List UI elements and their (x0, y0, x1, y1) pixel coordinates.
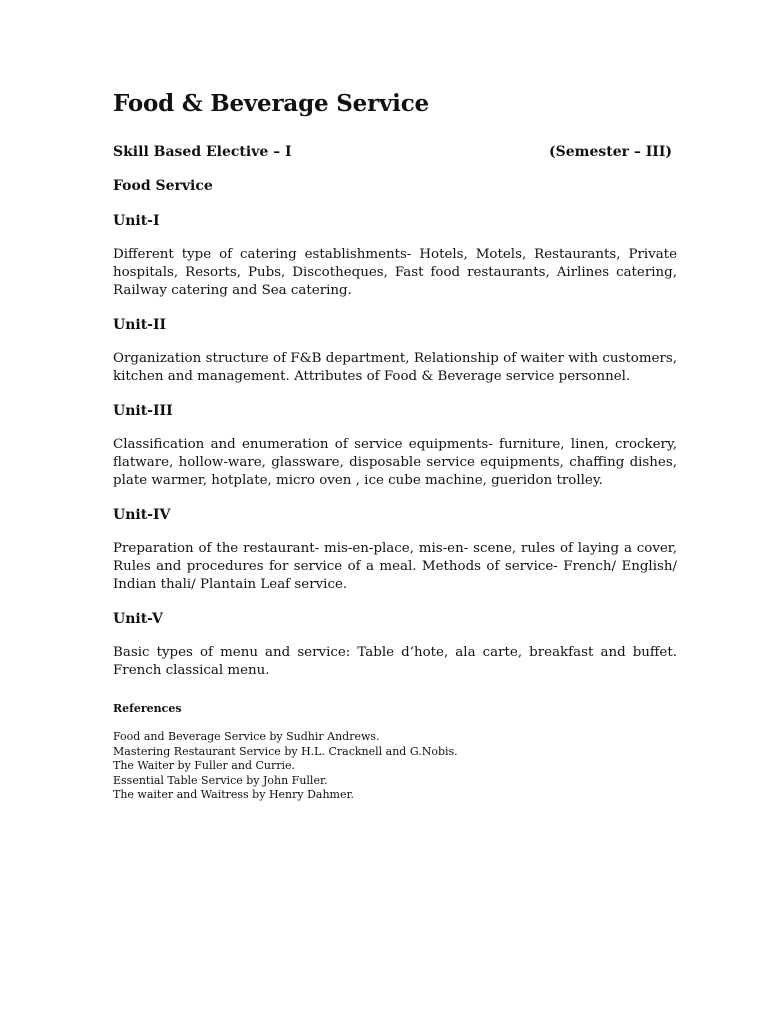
section-heading: Food Service (113, 178, 213, 194)
unit-section-4 (113, 505, 677, 594)
unit-body: Basic types of menu and service: Table d’hote, ala carte, breakfast and buffet. French classical menu. (113, 645, 677, 678)
reference-item: Food and Beverage Service by Sudhir Andrews. (113, 730, 380, 743)
references-heading: References (113, 702, 182, 715)
document-page (113, 86, 677, 803)
unit-section-1 (113, 211, 677, 300)
reference-item: Mastering Restaurant Service by H.L. Cracknell and G.Nobis. (113, 744, 458, 758)
semester-label: (Semester – III) (548, 144, 672, 160)
reference-item: The Waiter by Fuller and Currie. (113, 759, 296, 773)
unit-body: Different type of catering establishments- Hotels, Motels, Restaurants, Private hospitals, Resorts, Pubs, Discotheques, Fast food restaurants, Airlines catering, Railway catering and Sea catering. (113, 247, 677, 298)
reference-item: Essential Table Service by John Fuller. (113, 773, 328, 787)
unit-heading: Unit-V (113, 611, 163, 627)
subtitle-row (113, 142, 677, 162)
references-list (113, 730, 677, 803)
unit-body: Classification and enumeration of service equipments- furniture, linen, crockery, flatware, hollow-ware, glassware, disposable service equipments, chaffing dishes, plate warmer, hotplate, micro oven , ice cube machine, gueridon trolley. (113, 437, 677, 488)
unit-section-2 (113, 315, 677, 386)
unit-body: Preparation of the restaurant- mis-en-place, mis-en- scene, rules of laying a cover, Rules and procedures for service of a meal. Methods of service- French/ English/ Indian thali/ Plantain Leaf service. (113, 541, 677, 592)
elective-label: Skill Based Elective – I (113, 144, 292, 160)
reference-item: The waiter and Waitress by Henry Dahmer. (113, 788, 355, 802)
unit-heading: Unit-II (113, 317, 167, 333)
unit-section-5 (113, 609, 677, 680)
unit-section-3 (113, 401, 677, 490)
unit-heading: Unit-I (113, 213, 160, 229)
unit-heading: Unit-III (113, 403, 173, 419)
document-title: Food & Beverage Service (113, 90, 429, 117)
unit-body: Organization structure of F&B department, Relationship of waiter with customers, kitchen and management. Attributes of Food & Beverage service personnel. (113, 351, 677, 384)
unit-heading: Unit-IV (113, 507, 171, 523)
